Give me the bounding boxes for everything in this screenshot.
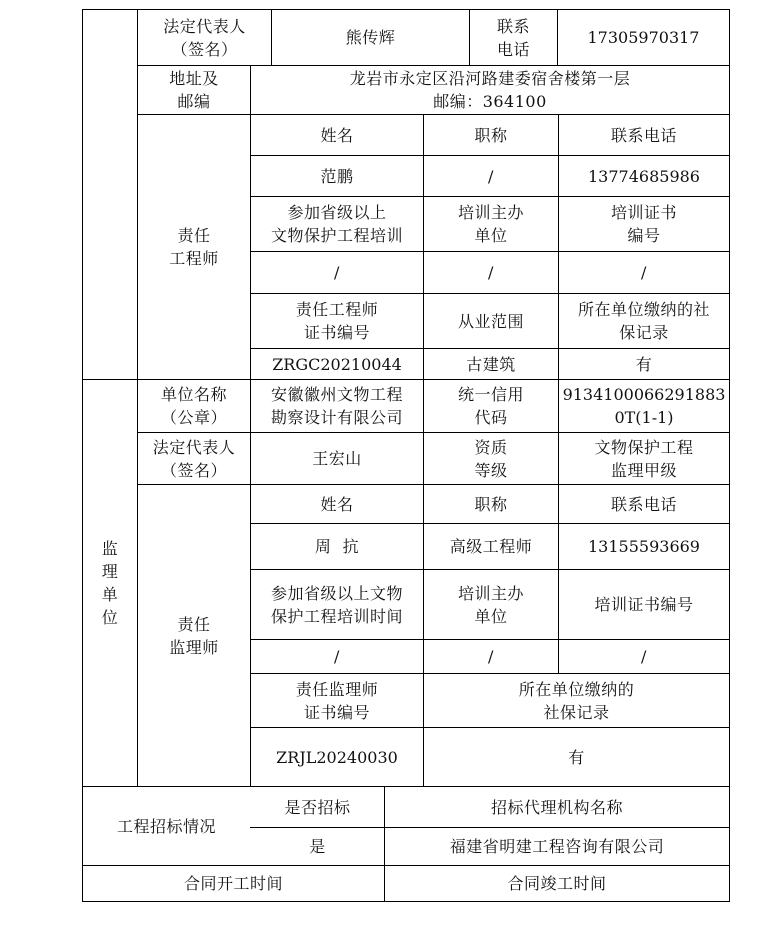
cert-header-social: 所在单位缴纳的社 保记录: [577, 300, 710, 342]
sup-training-organizer-value: /: [488, 647, 494, 666]
sup-social-label: 所在单位缴纳的 社保记录: [518, 679, 635, 722]
sup-qualification-label: 资质 等级: [474, 437, 508, 480]
sup-qualification-value: 文物保护工程 监理甲级: [594, 437, 694, 480]
sup-cert-label: 责任监理师 证书编号: [295, 679, 379, 722]
cert-number-value: ZRGC20210044: [272, 354, 402, 374]
supervisor-header-name: 姓名: [320, 494, 354, 514]
sup-legal-rep-name: 王宏山: [312, 449, 362, 468]
sup-cert-value: ZRJL20240030: [276, 747, 398, 767]
cert-scope-value: 古建筑: [466, 354, 516, 374]
training-cert-value: /: [641, 263, 647, 282]
engineer-title: /: [488, 166, 494, 186]
phone-label: 联系 电话: [496, 16, 530, 59]
engineer-name: 范鹏: [320, 166, 354, 186]
agency-value: 福建省明建工程咨询有限公司: [449, 837, 665, 856]
training-organizer-value: /: [488, 263, 494, 282]
training-course-value: /: [334, 263, 340, 282]
engineer-header-name: 姓名: [320, 125, 354, 145]
grid-line: [82, 901, 730, 902]
engineer-header-title: 职称: [474, 125, 508, 145]
supervisor-header-title: 职称: [474, 494, 508, 514]
sup-credit-code-value: 9134100066291883 0T(1-1): [562, 385, 726, 427]
contract-end-label: 合同竣工时间: [507, 874, 607, 893]
sup-unit-name-value: 安徽徽州文物工程 勘察设计有限公司: [270, 385, 403, 427]
supervisor-header-phone: 联系电话: [610, 494, 677, 514]
sup-training-header-course: 参加省级以上文物 保护工程培训时间: [270, 583, 403, 626]
sup-unit-name-label: 单位名称 （公章）: [160, 385, 227, 427]
sup-credit-code-label: 统一信用 代码: [457, 385, 524, 427]
phone-value: 17305970317: [587, 28, 700, 47]
address-label: 地址及 邮编: [169, 69, 219, 111]
cert-header-number: 责任工程师 证书编号: [295, 300, 379, 342]
cert-social-value: 有: [635, 354, 653, 374]
training-header-cert: 培训证书 编号: [610, 203, 677, 245]
legal-rep-name: 熊传辉: [345, 28, 396, 47]
engineer-section-label: 责任 工程师: [169, 226, 219, 268]
is-bid-label: 是否招标: [284, 797, 351, 817]
sup-legal-rep-label: 法定代表人 （签名）: [152, 437, 236, 480]
contract-start-label: 合同开工时间: [183, 874, 283, 893]
engineer-header-phone: 联系电话: [610, 125, 677, 145]
bidding-label: 工程招标情况: [116, 816, 216, 836]
engineer-phone: 13774685986: [588, 166, 700, 186]
supervisor-section-label: 责任 监理师: [169, 614, 219, 657]
sup-training-header-organizer: 培训主办 单位: [457, 583, 524, 626]
supervisor-title: 高级工程师: [449, 537, 533, 556]
supervisor-phone: 13155593669: [588, 537, 700, 556]
address-value: 龙岩市永定区沿河路建委宿舍楼第一层 邮编：364100: [349, 69, 631, 111]
sup-training-course-value: /: [334, 647, 340, 666]
sup-social-value: 有: [568, 747, 585, 767]
sup-training-cert-value: /: [641, 647, 647, 666]
supervision-section-label: 监 理 单 位: [101, 539, 119, 627]
cert-header-scope: 从业范围: [457, 311, 524, 331]
supervisor-name: 周 抗: [314, 537, 360, 556]
legal-rep-label: 法定代表人 （签名）: [163, 16, 246, 59]
is-bid-value: 是: [309, 837, 326, 856]
sup-training-header-cert: 培训证书编号: [594, 595, 694, 614]
training-header-organizer: 培训主办 单位: [457, 203, 524, 245]
agency-label: 招标代理机构名称: [490, 797, 623, 817]
training-header-course: 参加省级以上 文物保护工程培训: [270, 203, 403, 245]
grid-line: [729, 9, 730, 902]
